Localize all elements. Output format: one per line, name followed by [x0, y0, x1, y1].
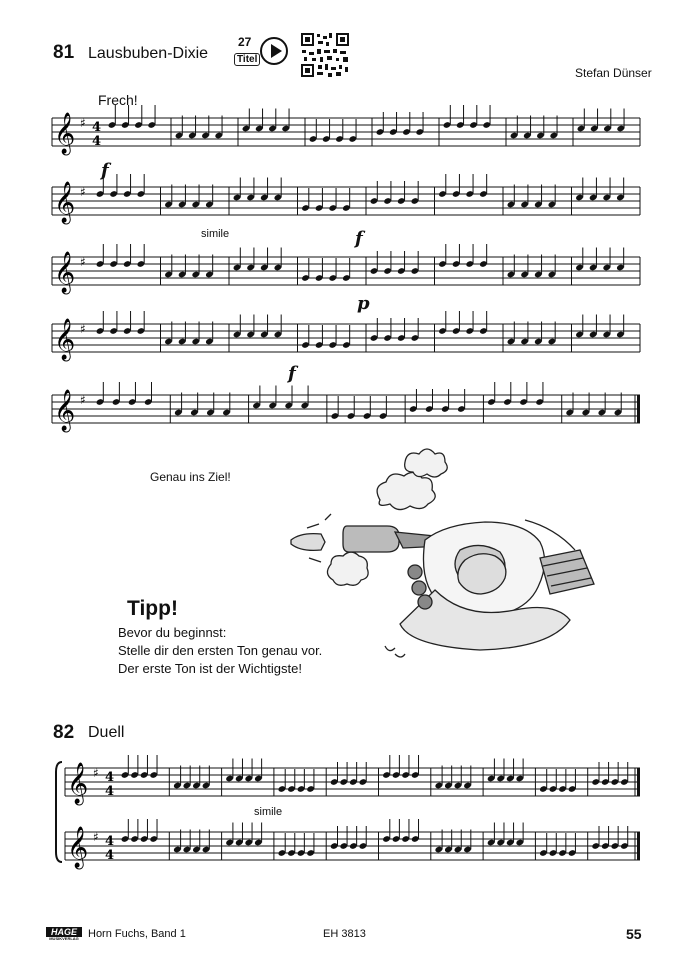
publisher-logo	[46, 927, 82, 941]
staff	[52, 244, 640, 294]
page-number: 55	[626, 926, 642, 942]
staff	[65, 755, 640, 805]
time-signature: 4	[105, 770, 115, 785]
dynamic-marking: p	[357, 293, 370, 314]
staff	[65, 819, 640, 869]
piece-number: 82	[53, 722, 75, 743]
staff	[52, 311, 640, 361]
key-signature: ♯	[80, 393, 86, 407]
dynamic-marking: f	[355, 228, 363, 249]
simile-marking: simile	[254, 806, 283, 818]
horn-illustration-icon	[285, 440, 635, 665]
key-signature: ♯	[93, 766, 99, 780]
final-bar	[637, 768, 640, 796]
simile-marking: simile	[201, 228, 230, 240]
final-bar	[637, 395, 640, 423]
treble-clef-icon: 𝄞	[54, 113, 76, 154]
staff	[52, 382, 640, 432]
time-signature: 4	[92, 120, 102, 135]
piece-title: Duell	[88, 724, 125, 741]
score-piece-81	[0, 0, 678, 460]
tip-line: Stelle dir den ersten Ton genau vor.	[118, 643, 323, 658]
time-signature: 4	[105, 848, 115, 863]
composer: Stefan Dünser	[575, 66, 652, 80]
staff	[52, 105, 640, 155]
key-signature: ♯	[80, 185, 86, 199]
tip-line: Der erste Ton ist der Wichtigste!	[118, 661, 302, 676]
treble-clef-icon: 𝄞	[67, 763, 89, 804]
piece-title: Lausbuben-Dixie	[88, 45, 209, 62]
treble-clef-icon: 𝄞	[54, 252, 76, 293]
treble-clef-icon: 𝄞	[67, 827, 89, 868]
staff	[52, 174, 640, 224]
key-signature: ♯	[80, 322, 86, 336]
illustration-caption: Genau ins Ziel!	[150, 470, 231, 484]
tempo-marking: Frech!	[98, 92, 138, 108]
time-signature: 4	[105, 784, 115, 799]
key-signature: ♯	[80, 255, 86, 269]
publisher-name: HAGE	[50, 927, 77, 937]
book-title: Horn Fuchs, Band 1	[88, 928, 186, 940]
dynamic-marking: f	[288, 363, 296, 384]
tip-line: Bevor du beginnst:	[118, 625, 227, 640]
system-brace	[56, 762, 62, 862]
time-signature: 4	[105, 834, 115, 849]
time-signature: 4	[92, 134, 102, 149]
score-piece-82	[0, 740, 678, 880]
track-label: Titel	[234, 53, 260, 66]
key-signature: ♯	[80, 116, 86, 130]
dynamic-marking: f	[101, 160, 109, 181]
treble-clef-icon: 𝄞	[54, 182, 76, 223]
piece-number: 81	[53, 42, 75, 63]
final-bar	[637, 832, 640, 860]
catalog-code: EH 3813	[323, 928, 366, 940]
key-signature: ♯	[93, 830, 99, 844]
publisher-sub: MUSIKVERLAG	[46, 937, 82, 941]
treble-clef-icon: 𝄞	[54, 390, 76, 431]
track-number: 27	[238, 35, 252, 49]
treble-clef-icon: 𝄞	[54, 319, 76, 360]
tip-title: Tipp!	[127, 597, 178, 620]
